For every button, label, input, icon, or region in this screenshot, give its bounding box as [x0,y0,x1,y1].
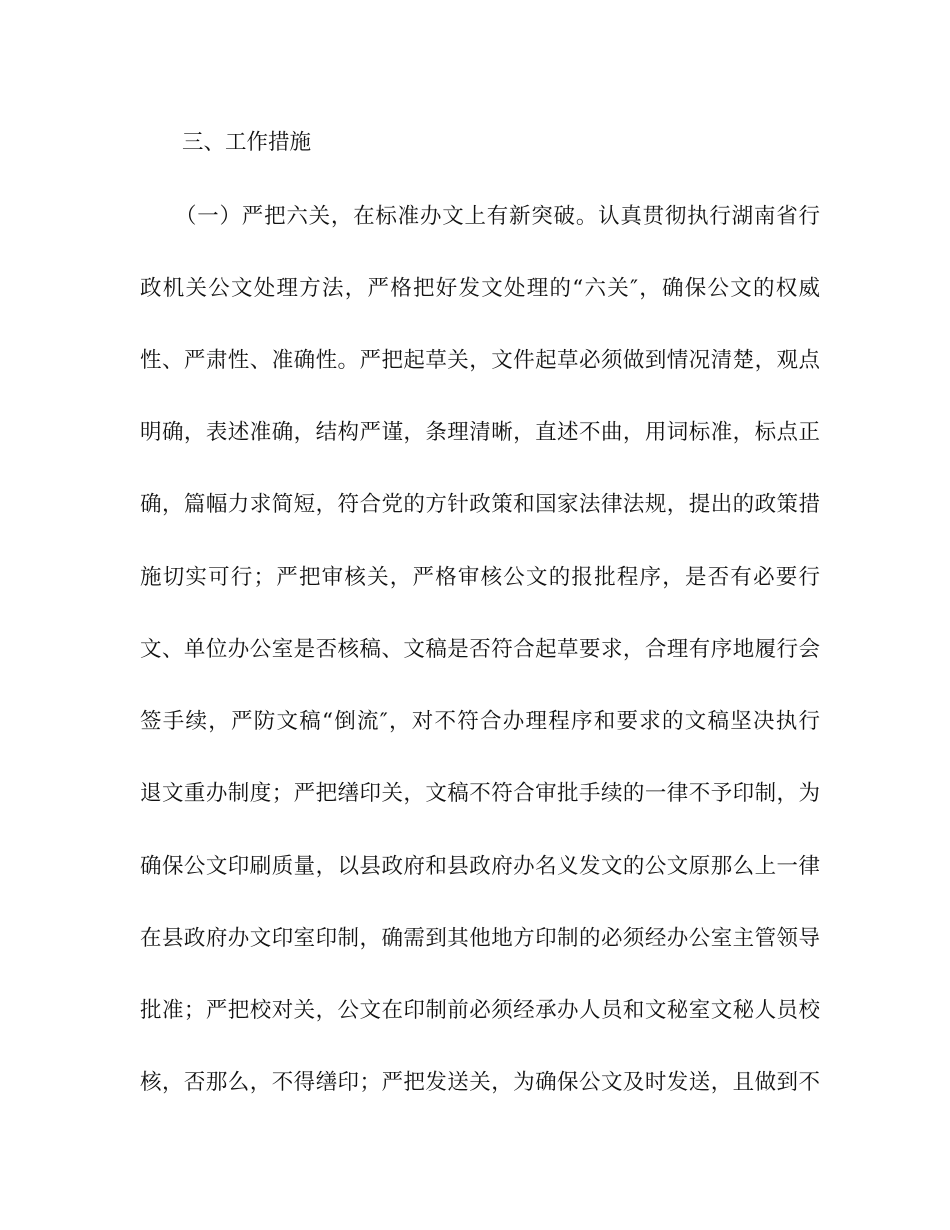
paragraph-line: 文、单位办公室是否核稿、文稿是否符合起草要求，合理有序地履行会 [140,637,820,662]
paragraph-line: 退文重办制度；严把缮印关，文稿不符合审批手续的一律不予印制，为 [140,781,820,806]
paragraph-line: 施切实可行；严把审核关，严格审核公文的报批程序，是否有必要行 [140,565,820,590]
paragraph-line: （一）严把六关，在标准办文上有新突破。认真贯彻执行湖南省行 [175,204,820,229]
paragraph-line: 确保公文印刷质量，以县政府和县政府办名义发文的公文原那么上一律 [140,854,820,879]
paragraph-line: 政机关公文处理方法，严格把好发文处理的“六关″，确保公文的权威 [140,276,820,301]
paragraph-line: 在县政府办文印室印制，确需到其他地方印制的必须经办公室主管领导 [140,926,820,951]
paragraph-line: 性、严肃性、准确性。严把起草关，文件起草必须做到情况清楚，观点 [140,348,820,373]
paragraph-line: 确，篇幅力求简短，符合党的方针政策和国家法律法规，提出的政策措 [140,492,820,517]
paragraph-line: 核，否那么，不得缮印；严把发送关，为确保公文及时发送，且做到不 [140,1070,820,1095]
paragraph-line: 批准；严把校对关，公文在印制前必须经承办人员和文秘室文秘人员校 [140,998,820,1023]
section-heading: 三、工作措施 [182,130,312,155]
paragraph-line: 签手续，严防文稿“倒流″，对不符合办理程序和要求的文稿坚决执行 [140,709,820,734]
paragraph-line: 明确，表述准确，结构严谨，条理清晰，直述不曲，用词标准，标点正 [140,420,820,445]
